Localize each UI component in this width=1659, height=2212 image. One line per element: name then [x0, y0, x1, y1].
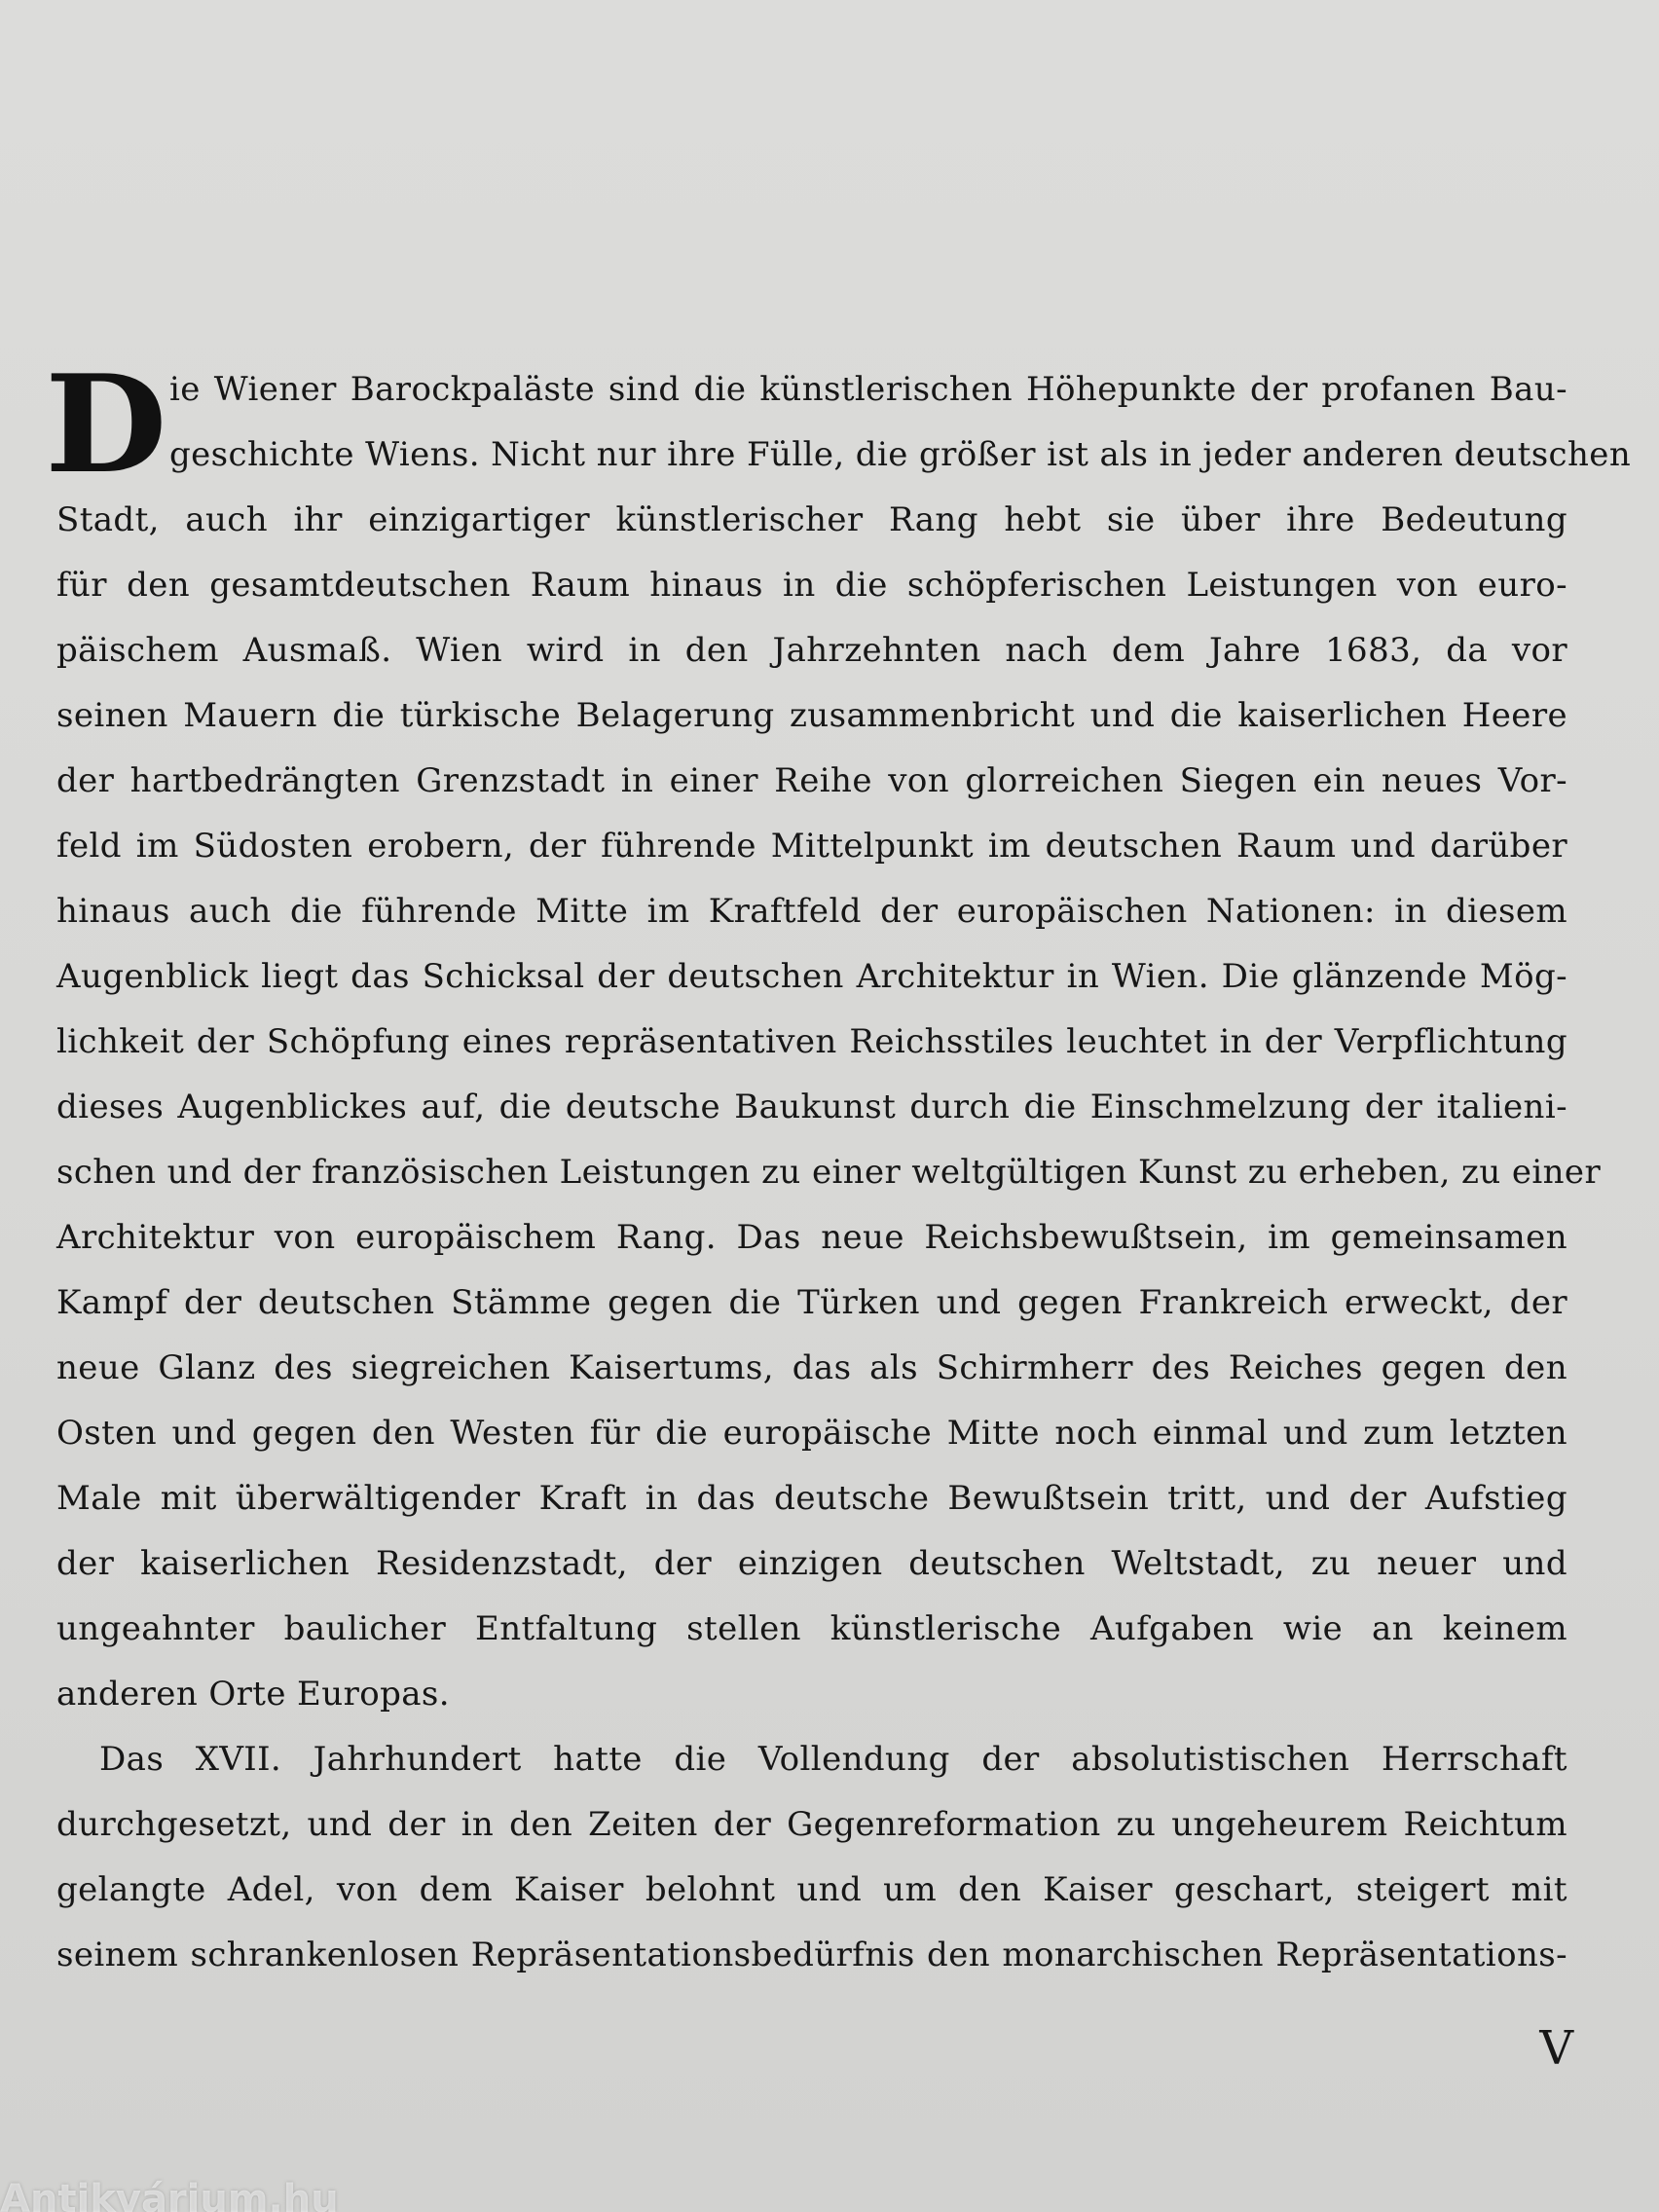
text-line: anderen Orte Europas.: [56, 1675, 450, 1714]
text-line: durchgesetzt, und der in den Zeiten der Gegenreformation zu ungeheurem Reichtum: [56, 1805, 1567, 1844]
drop-cap: D: [45, 345, 168, 503]
text-line: neue Glanz des siegreichen Kaisertums, das als Schirmherr des Reiches gegen den: [56, 1348, 1567, 1387]
text-line: lichkeit der Schöpfung eines repräsentativen Reichsstiles leuchtet in der Verpflichtung: [56, 1022, 1567, 1061]
text-line: gelangte Adel, von dem Kaiser belohnt und um den Kaiser geschart, steigert mit: [56, 1870, 1567, 1909]
watermark: Antikvárium.hu: [0, 2177, 339, 2212]
text-line: der hartbedrängten Grenzstadt in einer Reihe von glorreichen Siegen ein neues Vor-: [56, 761, 1567, 800]
text-line: ungeahnter baulicher Entfaltung stellen künstlerische Aufgaben wie an keinem: [56, 1609, 1567, 1648]
text-line: Male mit überwältigender Kraft in das deutsche Bewußtsein tritt, und der Aufstieg: [56, 1479, 1567, 1518]
text-line: Architektur von europäischem Rang. Das neue Reichsbewußtsein, im gemeinsamen: [56, 1218, 1567, 1257]
text-line: geschichte Wiens. Nicht nur ihre Fülle, die größer ist als in jeder anderen deutschen: [169, 435, 1632, 474]
text-line: Augenblick liegt das Schicksal der deutschen Architektur in Wien. Die glänzende Mög-: [56, 957, 1567, 996]
text-line: ie Wiener Barockpaläste sind die künstlerischen Höhepunkte der profanen Bau-: [169, 370, 1567, 409]
text-line: feld im Südosten erobern, der führende Mittelpunkt im deutschen Raum und darüber: [56, 827, 1567, 866]
text-line: Kampf der deutschen Stämme gegen die Türken und gegen Frankreich erweckt, der: [56, 1283, 1567, 1322]
body-text: [45, 345, 1632, 1988]
text-line: dieses Augenblickes auf, die deutsche Baukunst durch die Einschmelzung der italieni-: [56, 1088, 1567, 1126]
text-line: seinem schrankenlosen Repräsentationsbedürfnis den monarchischen Repräsentations-: [56, 1936, 1567, 1974]
text-line: päischem Ausmaß. Wien wird in den Jahrzehnten nach dem Jahre 1683, da vor: [56, 631, 1567, 670]
text-line: Das XVII. Jahrhundert hatte die Vollendung der absolutistischen Herrschaft: [99, 1740, 1567, 1779]
page-number: V: [1539, 2021, 1573, 2076]
text-line: für den gesamtdeutschen Raum hinaus in die schöpferischen Leistungen von euro-: [56, 566, 1567, 605]
text-line: schen und der französischen Leistungen zu einer weltgültigen Kunst zu erheben, zu einer: [56, 1153, 1602, 1192]
text-line: der kaiserlichen Residenzstadt, der einzigen deutschen Weltstadt, zu neuer und: [56, 1544, 1567, 1583]
text-line: Stadt, auch ihr einzigartiger künstlerischer Rang hebt sie über ihre Bedeutung: [56, 500, 1567, 539]
text-line: hinaus auch die führende Mitte im Kraftfeld der europäischen Nationen: in diesem: [56, 892, 1567, 931]
text-line: Osten und gegen den Westen für die europäische Mitte noch einmal und zum letzten: [56, 1414, 1567, 1453]
text-line: seinen Mauern die türkische Belagerung zusammenbricht und die kaiserlichen Heere: [56, 696, 1567, 735]
